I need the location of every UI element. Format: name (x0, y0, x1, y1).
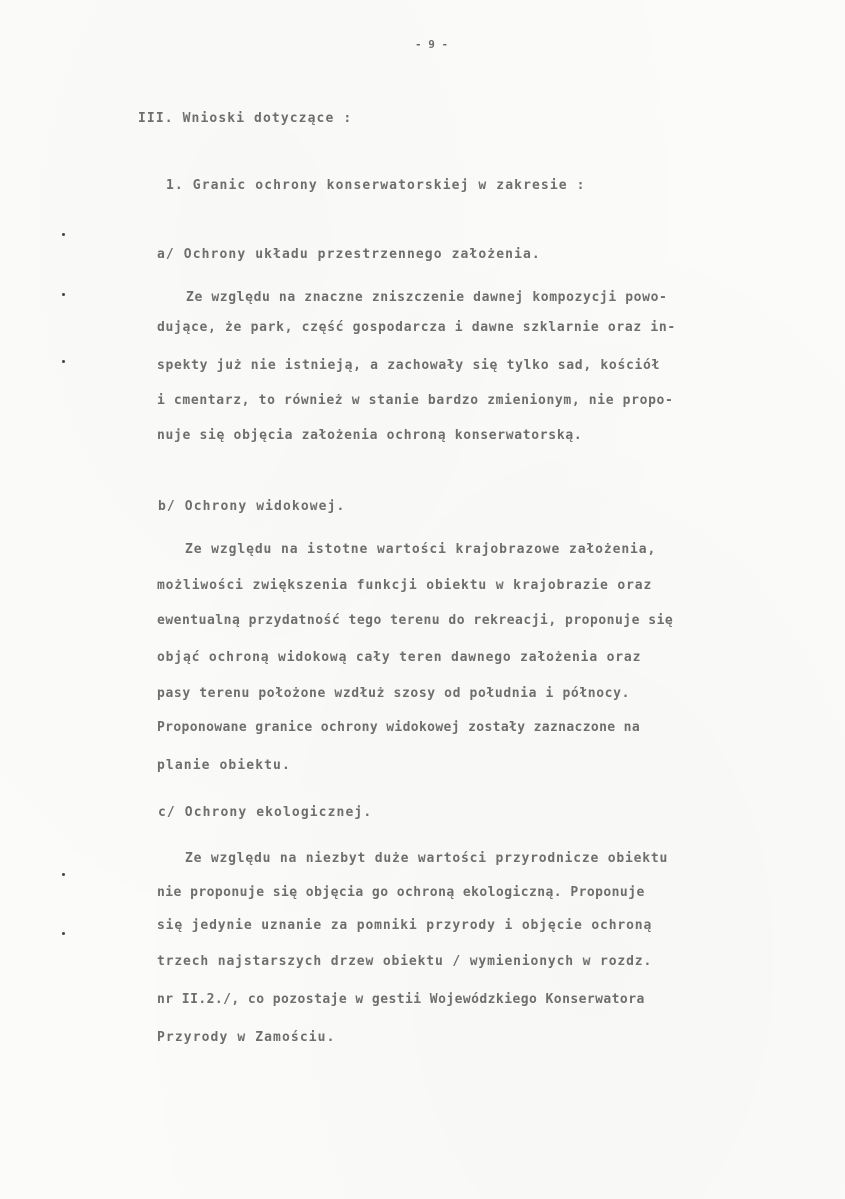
page-number: - 9 - (415, 38, 449, 51)
item-b-line: pasy terenu położone wzdłuż szosy od południa i północy. (157, 686, 631, 701)
item-a-line: spekty już nie istnieją, a zachowały się tylko sad, kościół (157, 358, 661, 373)
item-c-line: trzech najstarszych drzew obiektu / wymienionych w rozdz. (157, 954, 653, 969)
item-c-line: Przyrody w Zamościu. (157, 1030, 336, 1045)
margin-mark (62, 293, 65, 296)
item-b-line: możliwości zwiększenia funkcji obiektu w krajobrazie oraz (157, 578, 653, 593)
item-c-line: się jedynie uznanie za pomniki przyrody i objęcie ochroną (157, 918, 653, 933)
section-heading: III. Wnioski dotyczące : (138, 111, 353, 126)
item-a-heading: a/ Ochrony układu przestrzennego założenia. (157, 247, 541, 262)
item-a-line: Ze względu na znaczne zniszczenie dawnej kompozycji powo- (186, 290, 668, 305)
item-c-line: Ze względu na niezbyt duże wartości przyrodnicze obiektu (185, 851, 669, 866)
item-b-heading: b/ Ochrony widokowej. (158, 499, 346, 514)
item-b-line: Proponowane granice ochrony widokowej zostały zaznaczone na (157, 720, 641, 735)
item-b-line: ewentualną przydatność tego terenu do rekreacji, proponuje się (157, 613, 674, 628)
item-a-line: i cmentarz, to również w stanie bardzo zmienionym, nie propo- (157, 393, 674, 408)
margin-mark (62, 233, 65, 236)
item-c-line: nr II.2./, co pozostaje w gestii Wojewódzkiego Konserwatora (157, 992, 645, 1007)
item-c-heading: c/ Ochrony ekologicznej. (158, 805, 373, 820)
item-a-line: nuje się objęcia założenia ochroną konserwatorską. (157, 428, 583, 443)
item-b-line: planie obiektu. (157, 758, 291, 773)
item-a-line: dujące, że park, część gospodarcza i dawne szklarnie oraz in- (157, 320, 676, 335)
subsection-heading: 1. Granic ochrony konserwatorskiej w zakresie : (166, 178, 586, 193)
margin-mark (62, 360, 65, 363)
item-c-line: nie proponuje się objęcia go ochroną ekologiczną. Proponuje (157, 885, 645, 900)
margin-mark (62, 873, 65, 876)
item-b-line: Ze względu na istotne wartości krajobrazowe założenia, (185, 542, 657, 557)
item-b-line: objąć ochroną widokową cały teren dawnego założenia oraz (157, 650, 642, 665)
margin-mark (62, 932, 65, 935)
